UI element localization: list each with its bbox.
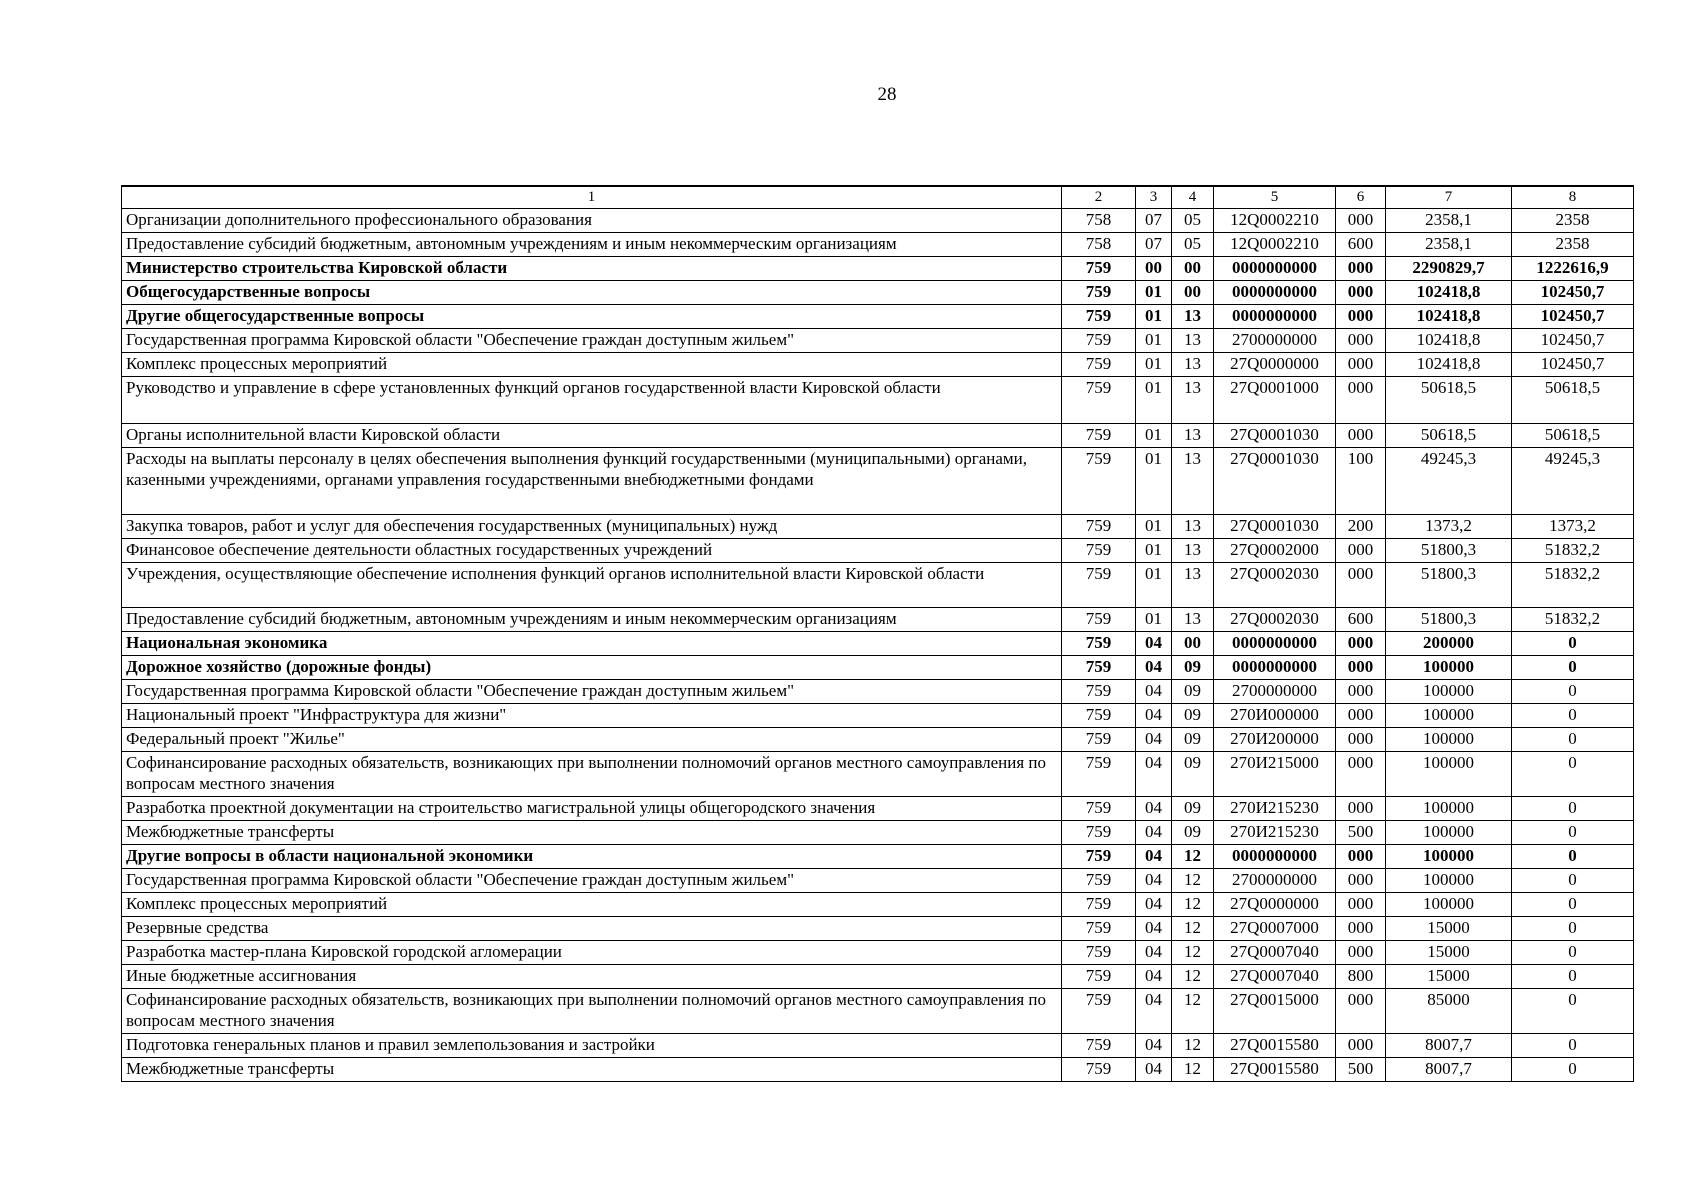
cell-pr: 13 (1172, 424, 1214, 448)
cell-pr: 13 (1172, 608, 1214, 632)
cell-amount-1: 100000 (1386, 704, 1512, 728)
cell-amount-2: 0 (1512, 1034, 1634, 1058)
cell-vr: 200 (1336, 515, 1386, 539)
table-row (122, 704, 1634, 728)
table-row (122, 1058, 1634, 1082)
header-col-6: 6 (1336, 186, 1386, 209)
cell-pr: 12 (1172, 917, 1214, 941)
cell-pr: 00 (1172, 632, 1214, 656)
cell-csr: 0000000000 (1214, 257, 1336, 281)
cell-name: Национальная экономика (122, 632, 1062, 656)
cell-ved: 759 (1062, 989, 1136, 1034)
cell-pr: 13 (1172, 563, 1214, 608)
cell-rz: 07 (1136, 233, 1172, 257)
cell-ved: 759 (1062, 424, 1136, 448)
cell-vr: 000 (1336, 1034, 1386, 1058)
cell-ved: 759 (1062, 680, 1136, 704)
cell-pr: 12 (1172, 989, 1214, 1034)
cell-rz: 01 (1136, 515, 1172, 539)
cell-name: Государственная программа Кировской области "Обеспечение граждан доступным жильем" (122, 869, 1062, 893)
cell-amount-1: 49245,3 (1386, 448, 1512, 515)
cell-pr: 00 (1172, 281, 1214, 305)
cell-amount-2: 0 (1512, 752, 1634, 797)
cell-amount-1: 15000 (1386, 917, 1512, 941)
cell-name: Разработка проектной документации на строительство магистральной улицы общегородского значения (122, 797, 1062, 821)
cell-amount-2: 51832,2 (1512, 608, 1634, 632)
table-row (122, 377, 1634, 424)
cell-csr: 270И215230 (1214, 821, 1336, 845)
table-row (122, 680, 1634, 704)
cell-vr: 000 (1336, 797, 1386, 821)
header-col-1: 1 (122, 186, 1062, 209)
cell-pr: 13 (1172, 329, 1214, 353)
cell-amount-2: 0 (1512, 704, 1634, 728)
cell-name: Органы исполнительной власти Кировской области (122, 424, 1062, 448)
cell-amount-1: 51800,3 (1386, 539, 1512, 563)
cell-amount-2: 0 (1512, 989, 1634, 1034)
cell-rz: 04 (1136, 965, 1172, 989)
cell-pr: 09 (1172, 797, 1214, 821)
cell-name: Национальный проект "Инфраструктура для жизни" (122, 704, 1062, 728)
cell-amount-1: 100000 (1386, 869, 1512, 893)
page-number: 28 (877, 84, 897, 105)
cell-rz: 04 (1136, 845, 1172, 869)
cell-ved: 759 (1062, 965, 1136, 989)
cell-vr: 500 (1336, 1058, 1386, 1082)
table-row (122, 941, 1634, 965)
cell-csr: 12Q0002210 (1214, 233, 1336, 257)
cell-amount-1: 50618,5 (1386, 424, 1512, 448)
cell-amount-1: 100000 (1386, 845, 1512, 869)
cell-amount-1: 100000 (1386, 821, 1512, 845)
cell-vr: 000 (1336, 680, 1386, 704)
cell-amount-2: 2358 (1512, 233, 1634, 257)
cell-csr: 2700000000 (1214, 680, 1336, 704)
cell-ved: 759 (1062, 353, 1136, 377)
cell-csr: 27Q0000000 (1214, 353, 1336, 377)
cell-amount-2: 0 (1512, 632, 1634, 656)
cell-name: Предоставление субсидий бюджетным, автономным учреждениям и иным некоммерческим организациям (122, 233, 1062, 257)
cell-csr: 27Q0001030 (1214, 448, 1336, 515)
table-row (122, 656, 1634, 680)
cell-csr: 27Q0001000 (1214, 377, 1336, 424)
cell-ved: 758 (1062, 209, 1136, 233)
cell-ved: 759 (1062, 515, 1136, 539)
table-row (122, 869, 1634, 893)
table-row (122, 1034, 1634, 1058)
table-row (122, 989, 1634, 1034)
cell-amount-1: 2358,1 (1386, 209, 1512, 233)
table-row (122, 608, 1634, 632)
cell-vr: 500 (1336, 821, 1386, 845)
cell-csr: 270И215000 (1214, 752, 1336, 797)
cell-csr: 0000000000 (1214, 632, 1336, 656)
cell-name: Комплекс процессных мероприятий (122, 893, 1062, 917)
cell-amount-2: 51832,2 (1512, 539, 1634, 563)
cell-rz: 01 (1136, 539, 1172, 563)
cell-pr: 12 (1172, 941, 1214, 965)
cell-amount-1: 100000 (1386, 893, 1512, 917)
cell-vr: 000 (1336, 845, 1386, 869)
cell-name: Комплекс процессных мероприятий (122, 353, 1062, 377)
cell-pr: 05 (1172, 233, 1214, 257)
cell-amount-2: 102450,7 (1512, 281, 1634, 305)
cell-name: Межбюджетные трансферты (122, 1058, 1062, 1082)
cell-amount-2: 0 (1512, 728, 1634, 752)
cell-vr: 000 (1336, 704, 1386, 728)
cell-amount-2: 0 (1512, 941, 1634, 965)
cell-amount-1: 102418,8 (1386, 353, 1512, 377)
cell-amount-2: 50618,5 (1512, 424, 1634, 448)
cell-csr: 27Q0002030 (1214, 563, 1336, 608)
header-col-5: 5 (1214, 186, 1336, 209)
cell-amount-2: 102450,7 (1512, 305, 1634, 329)
cell-pr: 09 (1172, 752, 1214, 797)
cell-amount-2: 49245,3 (1512, 448, 1634, 515)
cell-amount-1: 102418,8 (1386, 281, 1512, 305)
cell-rz: 07 (1136, 209, 1172, 233)
cell-name: Государственная программа Кировской области "Обеспечение граждан доступным жильем" (122, 680, 1062, 704)
cell-name: Закупка товаров, работ и услуг для обеспечения государственных (муниципальных) нужд (122, 515, 1062, 539)
cell-name: Финансовое обеспечение деятельности областных государственных учреждений (122, 539, 1062, 563)
cell-amount-1: 200000 (1386, 632, 1512, 656)
cell-ved: 759 (1062, 656, 1136, 680)
cell-rz: 01 (1136, 281, 1172, 305)
cell-pr: 13 (1172, 353, 1214, 377)
cell-rz: 04 (1136, 941, 1172, 965)
cell-ved: 759 (1062, 821, 1136, 845)
cell-rz: 04 (1136, 752, 1172, 797)
cell-name: Расходы на выплаты персоналу в целях обеспечения выполнения функций государственными (муниципальными) органами, казенными учреждениями, органами управления государственными внебюджетными фондами (122, 448, 1062, 515)
cell-csr: 0000000000 (1214, 845, 1336, 869)
table-row (122, 893, 1634, 917)
cell-csr: 270И000000 (1214, 704, 1336, 728)
header-col-3: 3 (1136, 186, 1172, 209)
cell-csr: 27Q0007040 (1214, 965, 1336, 989)
cell-amount-2: 102450,7 (1512, 353, 1634, 377)
table-row (122, 353, 1634, 377)
cell-vr: 000 (1336, 917, 1386, 941)
cell-ved: 759 (1062, 608, 1136, 632)
cell-csr: 270И200000 (1214, 728, 1336, 752)
cell-name: Учреждения, осуществляющие обеспечение исполнения функций органов исполнительной власти Кировской области (122, 563, 1062, 608)
cell-ved: 759 (1062, 704, 1136, 728)
cell-pr: 13 (1172, 305, 1214, 329)
cell-pr: 09 (1172, 728, 1214, 752)
cell-rz: 04 (1136, 632, 1172, 656)
cell-csr: 0000000000 (1214, 281, 1336, 305)
cell-vr: 000 (1336, 305, 1386, 329)
cell-ved: 759 (1062, 845, 1136, 869)
cell-ved: 759 (1062, 1058, 1136, 1082)
table-row (122, 845, 1634, 869)
cell-name: Разработка мастер-плана Кировской городской агломерации (122, 941, 1062, 965)
cell-name: Другие вопросы в области национальной экономики (122, 845, 1062, 869)
cell-rz: 01 (1136, 448, 1172, 515)
cell-csr: 27Q0007000 (1214, 917, 1336, 941)
cell-name: Межбюджетные трансферты (122, 821, 1062, 845)
cell-pr: 13 (1172, 515, 1214, 539)
table-row (122, 632, 1634, 656)
cell-amount-1: 15000 (1386, 941, 1512, 965)
cell-vr: 100 (1336, 448, 1386, 515)
cell-vr: 000 (1336, 563, 1386, 608)
cell-pr: 09 (1172, 704, 1214, 728)
table-row (122, 233, 1634, 257)
cell-csr: 27Q0007040 (1214, 941, 1336, 965)
cell-rz: 04 (1136, 728, 1172, 752)
cell-csr: 27Q0000000 (1214, 893, 1336, 917)
cell-name: Другие общегосударственные вопросы (122, 305, 1062, 329)
cell-vr: 000 (1336, 377, 1386, 424)
header-col-7: 7 (1386, 186, 1512, 209)
cell-amount-1: 50618,5 (1386, 377, 1512, 424)
table-row (122, 965, 1634, 989)
table-row (122, 281, 1634, 305)
cell-pr: 09 (1172, 680, 1214, 704)
cell-rz: 04 (1136, 1034, 1172, 1058)
cell-amount-2: 0 (1512, 656, 1634, 680)
cell-amount-1: 100000 (1386, 797, 1512, 821)
cell-name: Министерство строительства Кировской области (122, 257, 1062, 281)
cell-amount-2: 0 (1512, 869, 1634, 893)
cell-csr: 27Q0015580 (1214, 1058, 1336, 1082)
cell-csr: 27Q0015580 (1214, 1034, 1336, 1058)
cell-rz: 01 (1136, 377, 1172, 424)
cell-amount-2: 0 (1512, 845, 1634, 869)
cell-amount-1: 15000 (1386, 965, 1512, 989)
cell-amount-1: 51800,3 (1386, 563, 1512, 608)
cell-name: Руководство и управление в сфере установленных функций органов государственной власти Кировской области (122, 377, 1062, 424)
table-row (122, 329, 1634, 353)
cell-vr: 000 (1336, 353, 1386, 377)
cell-ved: 759 (1062, 448, 1136, 515)
cell-pr: 12 (1172, 965, 1214, 989)
cell-rz: 01 (1136, 563, 1172, 608)
cell-pr: 13 (1172, 377, 1214, 424)
cell-name: Предоставление субсидий бюджетным, автономным учреждениям и иным некоммерческим организациям (122, 608, 1062, 632)
cell-amount-1: 2358,1 (1386, 233, 1512, 257)
cell-name: Иные бюджетные ассигнования (122, 965, 1062, 989)
cell-pr: 05 (1172, 209, 1214, 233)
cell-ved: 759 (1062, 257, 1136, 281)
cell-vr: 000 (1336, 424, 1386, 448)
table-row (122, 797, 1634, 821)
table-row (122, 209, 1634, 233)
cell-ved: 758 (1062, 233, 1136, 257)
cell-rz: 04 (1136, 989, 1172, 1034)
cell-ved: 759 (1062, 941, 1136, 965)
cell-vr: 000 (1336, 893, 1386, 917)
cell-amount-1: 1373,2 (1386, 515, 1512, 539)
cell-rz: 04 (1136, 1058, 1172, 1082)
cell-ved: 759 (1062, 752, 1136, 797)
cell-vr: 000 (1336, 257, 1386, 281)
table-row (122, 917, 1634, 941)
cell-pr: 09 (1172, 821, 1214, 845)
cell-name: Софинансирование расходных обязательств, возникающих при выполнении полномочий органов местного самоуправления по вопросам местного значения (122, 752, 1062, 797)
cell-rz: 01 (1136, 424, 1172, 448)
cell-vr: 000 (1336, 329, 1386, 353)
cell-ved: 759 (1062, 563, 1136, 608)
table-row (122, 728, 1634, 752)
header-col-4: 4 (1172, 186, 1214, 209)
table-row (122, 563, 1634, 608)
table-row (122, 515, 1634, 539)
cell-amount-2: 1373,2 (1512, 515, 1634, 539)
cell-vr: 000 (1336, 209, 1386, 233)
cell-rz: 04 (1136, 869, 1172, 893)
cell-pr: 09 (1172, 656, 1214, 680)
cell-name: Государственная программа Кировской области "Обеспечение граждан доступным жильем" (122, 329, 1062, 353)
cell-ved: 759 (1062, 539, 1136, 563)
cell-amount-2: 0 (1512, 965, 1634, 989)
cell-csr: 27Q0001030 (1214, 424, 1336, 448)
table-row (122, 821, 1634, 845)
cell-rz: 04 (1136, 797, 1172, 821)
cell-vr: 000 (1336, 656, 1386, 680)
cell-name: Подготовка генеральных планов и правил землепользования и застройки (122, 1034, 1062, 1058)
cell-csr: 270И215230 (1214, 797, 1336, 821)
cell-vr: 600 (1336, 608, 1386, 632)
header-col-8: 8 (1512, 186, 1634, 209)
cell-ved: 759 (1062, 281, 1136, 305)
cell-rz: 04 (1136, 680, 1172, 704)
cell-ved: 759 (1062, 329, 1136, 353)
cell-rz: 04 (1136, 917, 1172, 941)
table-row (122, 305, 1634, 329)
cell-ved: 759 (1062, 869, 1136, 893)
table-row (122, 752, 1634, 797)
cell-name: Резервные средства (122, 917, 1062, 941)
cell-ved: 759 (1062, 797, 1136, 821)
table-row (122, 448, 1634, 515)
cell-vr: 000 (1336, 989, 1386, 1034)
cell-rz: 01 (1136, 353, 1172, 377)
cell-pr: 13 (1172, 539, 1214, 563)
cell-vr: 000 (1336, 539, 1386, 563)
table-row (122, 424, 1634, 448)
cell-amount-1: 8007,7 (1386, 1034, 1512, 1058)
cell-pr: 12 (1172, 869, 1214, 893)
cell-csr: 27Q0002000 (1214, 539, 1336, 563)
cell-amount-2: 2358 (1512, 209, 1634, 233)
cell-amount-1: 85000 (1386, 989, 1512, 1034)
cell-amount-1: 100000 (1386, 728, 1512, 752)
cell-rz: 01 (1136, 608, 1172, 632)
cell-ved: 759 (1062, 917, 1136, 941)
cell-name: Федеральный проект "Жилье" (122, 728, 1062, 752)
cell-amount-2: 0 (1512, 797, 1634, 821)
table-header-row (122, 186, 1634, 209)
cell-rz: 00 (1136, 257, 1172, 281)
cell-name: Дорожное хозяйство (дорожные фонды) (122, 656, 1062, 680)
cell-amount-1: 102418,8 (1386, 329, 1512, 353)
cell-ved: 759 (1062, 377, 1136, 424)
cell-pr: 12 (1172, 845, 1214, 869)
cell-pr: 13 (1172, 448, 1214, 515)
table-row (122, 539, 1634, 563)
cell-amount-2: 1222616,9 (1512, 257, 1634, 281)
cell-vr: 000 (1336, 281, 1386, 305)
cell-csr: 2700000000 (1214, 869, 1336, 893)
cell-rz: 01 (1136, 329, 1172, 353)
cell-amount-1: 8007,7 (1386, 1058, 1512, 1082)
cell-amount-2: 0 (1512, 1058, 1634, 1082)
cell-csr: 27Q0002030 (1214, 608, 1336, 632)
cell-vr: 000 (1336, 752, 1386, 797)
cell-csr: 27Q0015000 (1214, 989, 1336, 1034)
cell-rz: 01 (1136, 305, 1172, 329)
cell-name: Организации дополнительного профессионального образования (122, 209, 1062, 233)
cell-csr: 0000000000 (1214, 656, 1336, 680)
cell-amount-2: 0 (1512, 893, 1634, 917)
table-row (122, 257, 1634, 281)
cell-ved: 759 (1062, 1034, 1136, 1058)
cell-rz: 04 (1136, 704, 1172, 728)
cell-pr: 12 (1172, 893, 1214, 917)
cell-vr: 800 (1336, 965, 1386, 989)
cell-amount-2: 0 (1512, 821, 1634, 845)
cell-amount-1: 2290829,7 (1386, 257, 1512, 281)
cell-ved: 759 (1062, 632, 1136, 656)
cell-pr: 12 (1172, 1058, 1214, 1082)
cell-amount-1: 100000 (1386, 680, 1512, 704)
cell-amount-2: 0 (1512, 680, 1634, 704)
cell-name: Софинансирование расходных обязательств, возникающих при выполнении полномочий органов местного самоуправления по вопросам местного значения (122, 989, 1062, 1034)
cell-vr: 600 (1336, 233, 1386, 257)
cell-amount-2: 50618,5 (1512, 377, 1634, 424)
cell-amount-1: 100000 (1386, 656, 1512, 680)
cell-rz: 04 (1136, 893, 1172, 917)
cell-ved: 759 (1062, 893, 1136, 917)
cell-pr: 12 (1172, 1034, 1214, 1058)
cell-amount-1: 102418,8 (1386, 305, 1512, 329)
cell-amount-2: 51832,2 (1512, 563, 1634, 608)
cell-vr: 000 (1336, 869, 1386, 893)
cell-pr: 00 (1172, 257, 1214, 281)
cell-csr: 12Q0002210 (1214, 209, 1336, 233)
cell-csr: 27Q0001030 (1214, 515, 1336, 539)
cell-vr: 000 (1336, 728, 1386, 752)
cell-vr: 000 (1336, 632, 1386, 656)
cell-ved: 759 (1062, 305, 1136, 329)
cell-amount-1: 100000 (1386, 752, 1512, 797)
budget-table (121, 185, 1634, 1082)
cell-name: Общегосударственные вопросы (122, 281, 1062, 305)
cell-amount-1: 51800,3 (1386, 608, 1512, 632)
cell-amount-2: 102450,7 (1512, 329, 1634, 353)
cell-csr: 2700000000 (1214, 329, 1336, 353)
cell-rz: 04 (1136, 656, 1172, 680)
cell-ved: 759 (1062, 728, 1136, 752)
cell-vr: 000 (1336, 941, 1386, 965)
table-body (122, 186, 1634, 1082)
cell-rz: 04 (1136, 821, 1172, 845)
cell-amount-2: 0 (1512, 917, 1634, 941)
cell-csr: 0000000000 (1214, 305, 1336, 329)
header-col-2: 2 (1062, 186, 1136, 209)
